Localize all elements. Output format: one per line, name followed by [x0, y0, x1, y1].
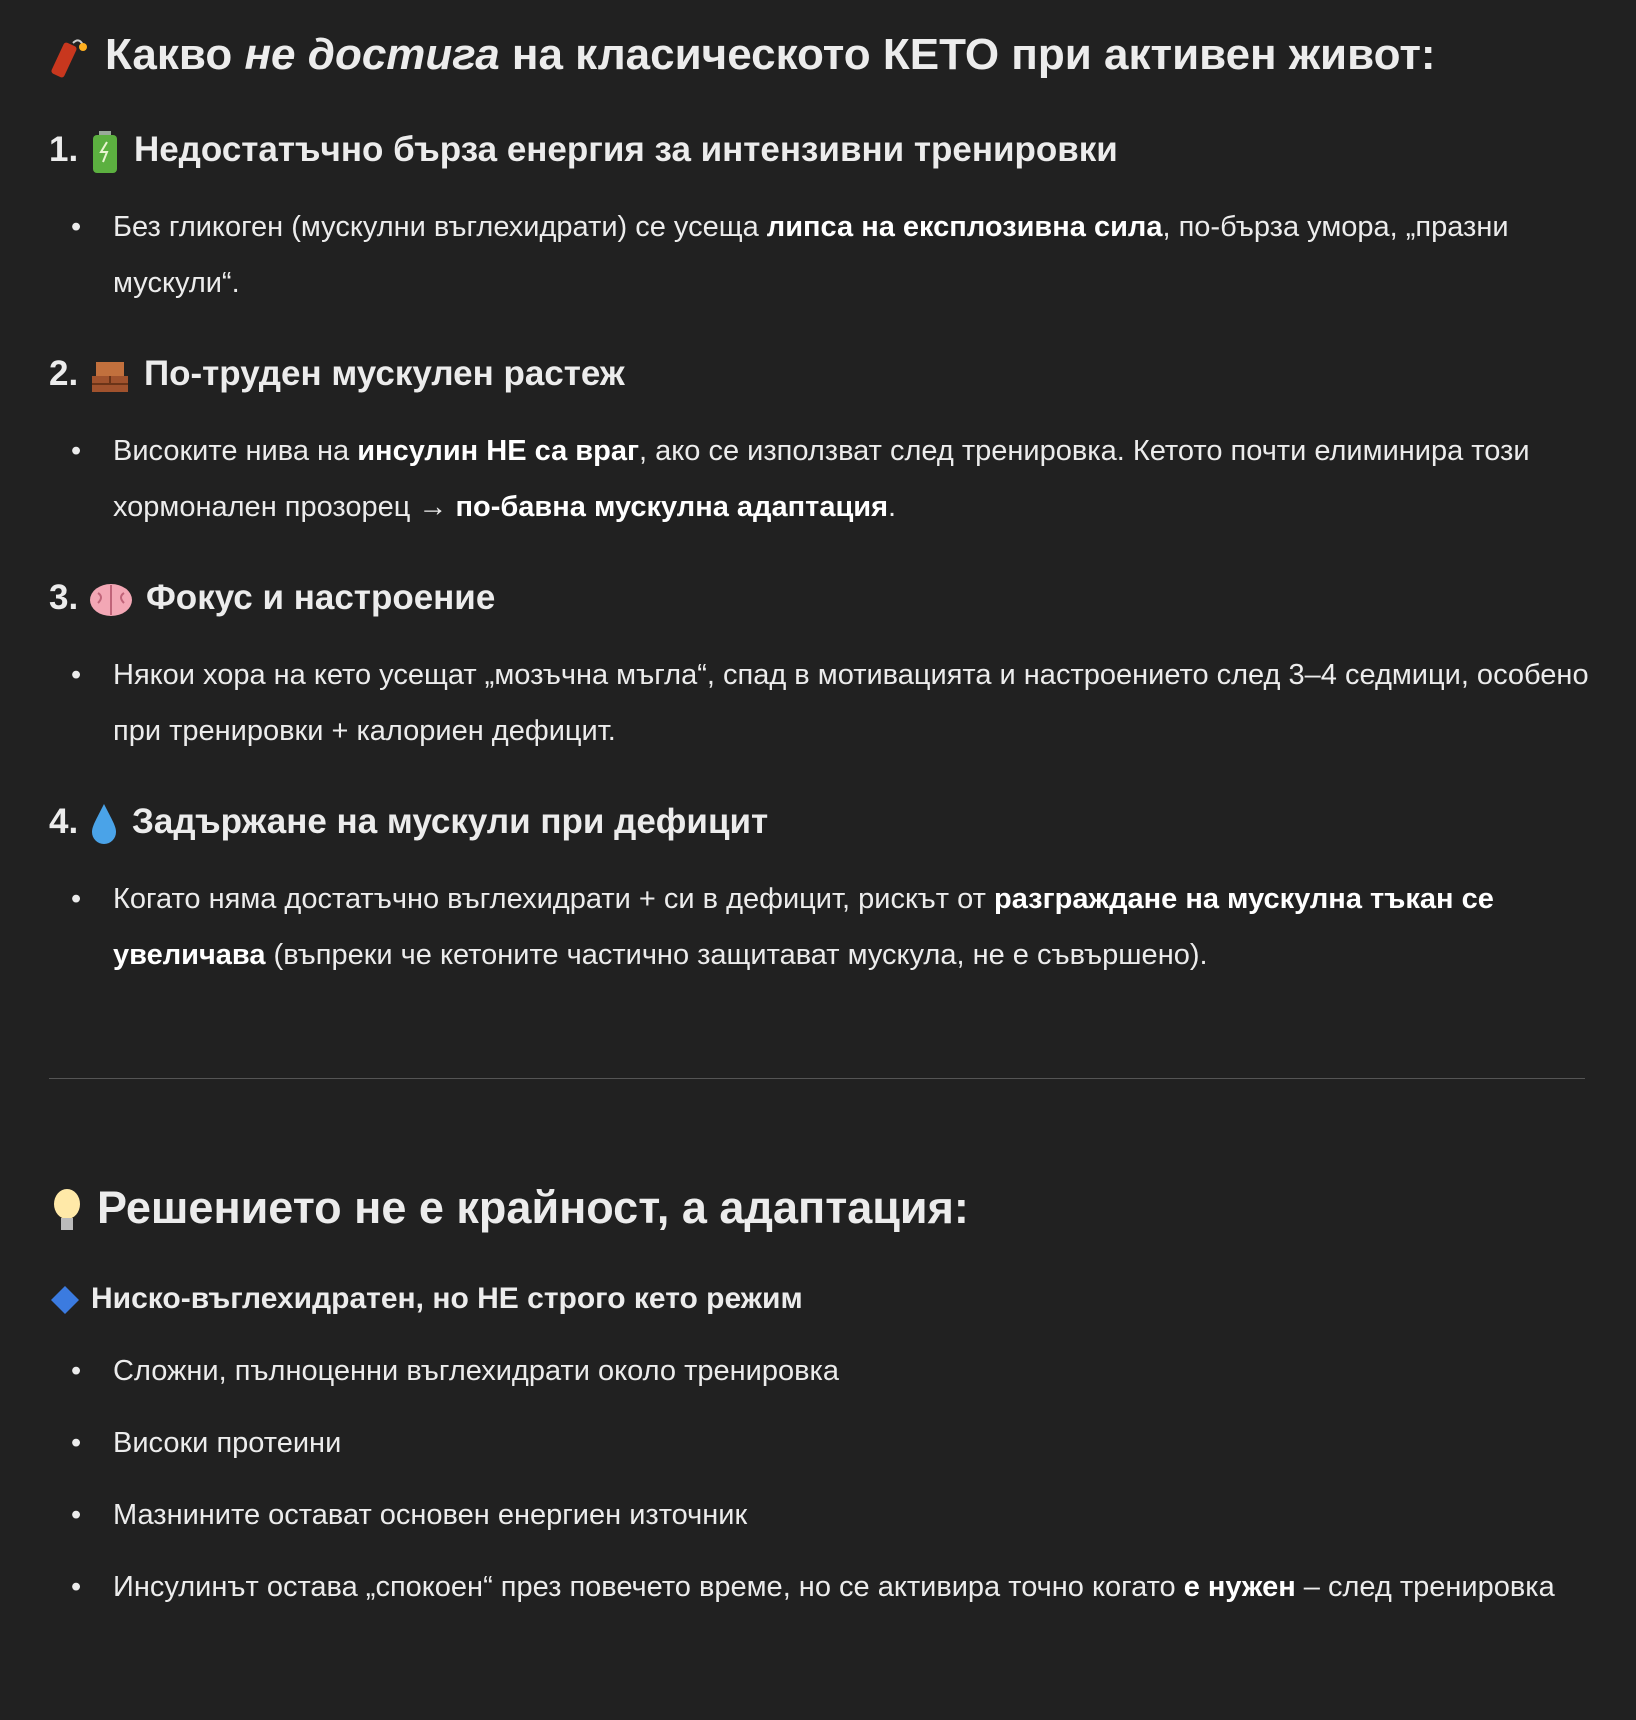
list-item: • Високите нива на инсулин НЕ са враг, ако се използват след тренировка. Кетото почти елиминира този хормонален прозорец → по-бавна мускулна адаптация. — [71, 435, 1530, 523]
list-item: • Високи протеини — [71, 1427, 342, 1459]
bricks-icon — [88, 356, 132, 396]
list-item: • Мазнините остават основен енергиен източник — [71, 1499, 748, 1531]
solution-heading: Решението не е крайност, а адаптация: — [49, 1180, 1596, 1236]
firecracker-icon — [49, 35, 93, 79]
page-title: Какво не достига на класическото КЕТО при активен живот: — [49, 27, 1596, 83]
list-item: • Когато няма достатъчно въглехидрати + си в дефицит, рискът от разграждане на мускулна тъкан се увеличава (въпреки че кетоните частично защитават мускула, не е съвършено). — [71, 883, 1494, 971]
lightbulb-icon — [49, 1188, 85, 1234]
section-heading-1: 1. Недостатъчно бърза енергия за интензивни тренировки — [49, 127, 1596, 174]
list-item: • Някои хора на кето усещат „мозъчна мъгла“, спад в мотивацията и настроението след 3–4 седмици, особено при тренировки + калориен дефицит. — [71, 659, 1589, 747]
section-heading-3: 3. Фокус и настроение — [49, 578, 496, 617]
list-item: • Инсулинът остава „спокоен“ през повечето време, но се активира точно когато е нужен – след тренировка — [71, 1571, 1555, 1603]
battery-icon — [88, 130, 122, 174]
divider — [49, 1078, 1585, 1079]
list-item: • Без гликоген (мускулни въглехидрати) се усеща липса на експлозивна сила, по-бърза умора, „празни мускули“. — [71, 211, 1509, 299]
brain-icon — [88, 581, 134, 619]
droplet-icon — [88, 802, 120, 846]
section-heading-2: 2. По-труден мускулен растеж — [49, 351, 1596, 397]
list-item: • Сложни, пълноценни въглехидрати около тренировка — [71, 1355, 839, 1387]
blue-diamond-icon — [49, 1284, 81, 1316]
solution-subheading: Ниско-въглехидратен, но НЕ строго кето режим — [49, 1277, 1596, 1321]
section-heading-4: 4. Задържане на мускули при дефицит — [49, 799, 1596, 846]
